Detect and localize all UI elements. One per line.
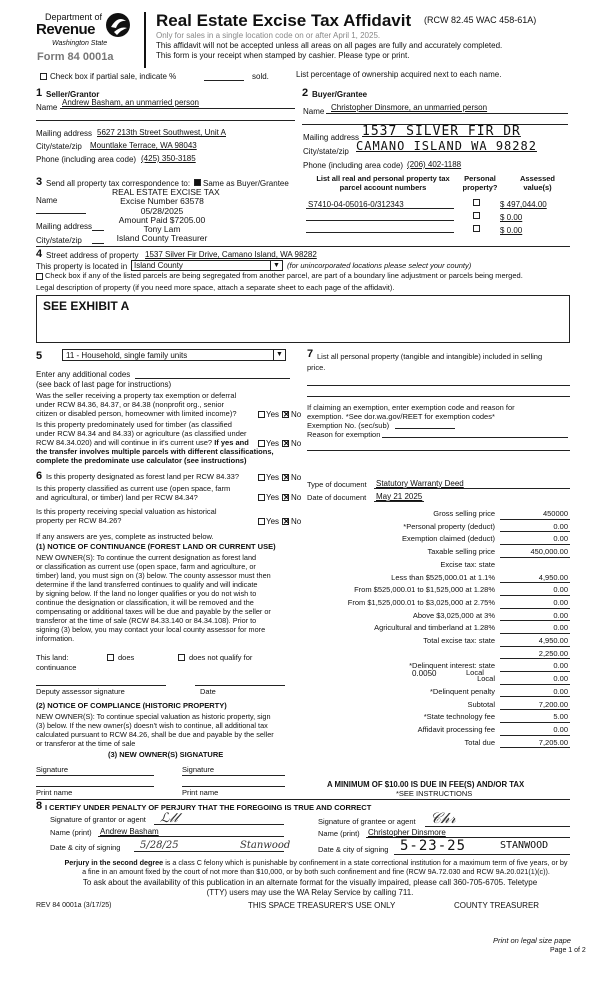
seller-name-label: Name — [36, 103, 58, 112]
buyer-city-label: City/state/zip — [303, 147, 349, 156]
assessed-value-3[interactable]: $ 0.00 — [500, 226, 523, 235]
local-rate: 0.0050 — [412, 669, 437, 678]
new-owner-print-label-2: Print name — [182, 788, 219, 797]
calc-row-value[interactable]: 0.00 — [500, 599, 570, 609]
doc-type-line — [374, 488, 570, 489]
print-legal-note: Print on legal size pape — [493, 936, 571, 945]
calc-row — [300, 523, 570, 535]
buyer-mail-field[interactable]: 1537 SILVER FIR DR — [362, 124, 521, 139]
chevron-down-icon: ▼ — [270, 261, 282, 270]
street-field[interactable]: 1537 Silver Fir Drive, Camano Island, WA 98282 — [145, 250, 317, 259]
buyer-mail-label: Mailing address — [303, 133, 360, 142]
seller-section-number: 1 — [36, 87, 43, 99]
n1-l1: NEW OWNER(S): To continue the current designation as forest land — [36, 553, 257, 562]
doc-type-field[interactable]: Statutory Warranty Deed — [376, 479, 464, 488]
calc-row-value[interactable]: 0.00 — [500, 688, 570, 698]
calc-row-value[interactable]: 0.00 — [500, 624, 570, 634]
calc-row-label: Agricultural and timberland at 1.28% — [374, 623, 495, 633]
alt-format-l2: (TTY) users may use the WA Relay Service by calling 711. — [206, 887, 414, 897]
s5-q2b-l2: the transfer involves multiple parcels with different classifications, — [36, 447, 274, 456]
calc-row-value[interactable]: 2,250.00 — [500, 650, 570, 660]
seller-mail-label: Mailing address — [36, 129, 93, 138]
reason-line-2 — [307, 450, 570, 451]
calc-row-label: *Personal property (deduct) — [403, 521, 495, 531]
s6-q1: Is this property designated as forest land per RCW 84.33? — [46, 472, 240, 481]
calc-row — [300, 688, 570, 700]
calc-row — [300, 586, 570, 598]
partial-sale-checkbox[interactable] — [40, 73, 47, 80]
buyer-name-field[interactable]: Christopher Dinsmore, an unmarried person — [331, 103, 488, 112]
partial-sale-percent-field[interactable] — [204, 80, 244, 81]
s6-q3-yes-checkbox[interactable] — [258, 518, 265, 525]
assessed-value-head-text: Assessed value(s) — [519, 174, 556, 192]
s5-q2-l3 — [36, 438, 274, 447]
alt-format-text — [20, 878, 600, 897]
parcel-line-3 — [306, 232, 454, 233]
form-rcw: (RCW 82.45 WAC 458-61A) — [424, 15, 537, 25]
exempt-no-line — [395, 428, 455, 429]
see-instructions-note: *SEE INSTRUCTIONS — [396, 789, 473, 798]
treasurer-stamp — [112, 187, 220, 244]
section7-text-2: price. — [307, 363, 326, 372]
perjury-l1 — [32, 858, 600, 867]
new-owner-sig-label-2: Signature — [182, 765, 215, 774]
if-yes-note: If any answers are yes, complete as instructed below. — [36, 532, 214, 541]
section6-number: 6 — [36, 470, 43, 482]
agency-line1: Department of — [45, 12, 103, 22]
grantee-date-field[interactable]: 5-23-25 — [400, 838, 467, 854]
agency-state: Washington State — [52, 40, 108, 47]
calc-row-value[interactable]: 0.00 — [500, 612, 570, 622]
s5-q1-no: No — [291, 410, 302, 419]
s6-q1-no-checkbox[interactable]: ✕ — [283, 473, 290, 482]
form-title: Real Estate Excise Tax Affidavit — [156, 11, 412, 30]
perjury-l1-rest: is a class C felony which is punishable by confinement in a state correctional institution for a maximum term of five years, or by — [165, 858, 568, 867]
calc-row-value[interactable]: 0.00 — [500, 662, 570, 672]
calc-row — [300, 599, 570, 611]
seller-name-field[interactable]: Andrew Basham, an unmarried person — [62, 98, 199, 107]
parcel-number-field[interactable]: S7410-04-05016-0/312343 — [308, 200, 404, 209]
exempt-no-label: Exemption No. (sec/sub) — [307, 421, 390, 430]
local-label: Local — [466, 668, 484, 677]
parcel-table-head — [308, 175, 458, 192]
calc-row-value[interactable]: 5.00 — [500, 713, 570, 723]
grantor-name-line — [98, 836, 284, 837]
grantor-name-field[interactable]: Andrew Basham — [100, 827, 159, 836]
partial-sale-label: Check box if partial sale, indicate % — [50, 72, 177, 81]
calc-row-value[interactable]: 0.00 — [500, 726, 570, 736]
s5-q2 — [36, 420, 274, 465]
s7-line-1 — [307, 385, 570, 386]
segregate-label: Check box if any of the listed parcels are being segregated from another parcel, are part of a boundary line adjustment or parcels being merged. — [45, 271, 523, 280]
calc-row-label: Subtotal — [467, 699, 495, 709]
calc-row-label: Gross selling price — [433, 509, 495, 518]
grantor-city-field[interactable]: Stanwood — [240, 840, 291, 851]
stamp-line-2: Excise Number 63578 — [120, 196, 204, 207]
s7-line-2 — [307, 396, 570, 397]
calc-row-value[interactable]: 0.00 — [500, 586, 570, 596]
new-owner-print-line-2 — [182, 786, 285, 787]
seller-city-field[interactable]: Mountlake Terrace, WA 98043 — [90, 141, 197, 150]
deputy-sig-label: Deputy assessor signature — [36, 687, 125, 696]
calc-row-label: *Delinquent penalty — [429, 686, 495, 696]
form-subtitle-2: This affidavit will not be accepted unless all areas on all pages are fully and accurately completed. — [156, 41, 503, 50]
calc-row — [300, 624, 570, 636]
reason-label: Reason for exemption — [307, 430, 381, 439]
does-not-checkbox[interactable] — [178, 654, 185, 661]
exemption-l1: If claiming an exemption, enter exemption code and reason for — [307, 403, 515, 412]
buyer-section-number: 2 — [302, 87, 309, 99]
s6-q2-l2: and agricultural, or timber) land per RCW 84.34? — [36, 493, 198, 502]
calc-row-label: Above $3,025,000 at 3% — [412, 610, 495, 620]
doc-type-label: Type of document — [307, 480, 367, 489]
agency-name: Revenue — [36, 21, 96, 38]
does-checkbox[interactable] — [107, 654, 114, 661]
new-owner-sig-line-1 — [36, 775, 154, 776]
section3-mail-label: Mailing address — [36, 222, 93, 231]
seller-section-title: Seller/Grantor — [46, 90, 100, 99]
same-as-buyer-checkbox[interactable] — [194, 179, 201, 186]
notice1-title: (1) NOTICE OF CONTINUANCE (FOREST LAND OR CURRENT USE) — [36, 542, 276, 551]
form-subtitle-1: Only for sales in a single location code on or after April 1, 2025. — [156, 31, 381, 40]
same-as-buyer-label: Same as Buyer/Grantee — [203, 179, 289, 188]
s6-q1-yes: Yes — [266, 473, 280, 482]
notice3-title: (3) NEW OWNER(S) SIGNATURE — [108, 750, 224, 759]
s6-q1-no: No — [291, 473, 302, 482]
s6-q1-yes-checkbox[interactable] — [258, 474, 265, 481]
n1-l8: transferor at the time of sale (RCW 84.33.140 or 84.34.108). Prior to — [36, 616, 257, 625]
s6-q2-yes-checkbox[interactable] — [258, 494, 265, 501]
personal-property-checkbox-2[interactable] — [473, 212, 480, 219]
use-code-value: 11 - Household, single family units — [66, 351, 188, 360]
s5-q1-yes: Yes — [266, 410, 280, 419]
section4-top-rule — [36, 246, 570, 247]
s5-q1-yes-checkbox[interactable] — [258, 411, 265, 418]
alt-format-l1: To ask about the availability of this publication in an alternate format for the visually impaired, please call 360-705-6705. Teletype — [82, 878, 538, 887]
section4-number: 4 — [36, 248, 43, 260]
section3-number: 3 — [36, 176, 43, 188]
form-subtitle-3 — [156, 51, 409, 60]
dor-logo-icon — [105, 12, 131, 38]
parcel-line-2 — [306, 220, 454, 221]
does-label: does — [118, 653, 135, 662]
seller-city-label: City/state/zip — [36, 142, 82, 151]
calc-row-label: Local — [477, 674, 495, 684]
calc-row-label: *Delinquent interest: state — [409, 661, 495, 671]
notice2-title: (2) NOTICE OF COMPLIANCE (HISTORIC PROPERTY) — [36, 701, 227, 710]
calc-row-label: From $525,000.01 to $1,525,000 at 1.28% — [354, 585, 495, 595]
buyer-section-title: Buyer/Grantee — [312, 90, 368, 99]
s6-q3-yes: Yes — [266, 517, 280, 526]
use-code-select[interactable] — [62, 349, 286, 361]
s5-q1-l2: under RCW 84.36, 84.37, or 84.38 (nonprofit org., senior — [36, 400, 225, 409]
section3-line-b — [92, 230, 104, 231]
stamp-line-1: REAL ESTATE EXCISE TAX — [112, 187, 220, 197]
s6-q2-no-checkbox[interactable]: ✕ — [283, 493, 290, 502]
seller-phone-label: Phone (including area code) — [36, 155, 137, 164]
buyer-city-field[interactable]: CAMANO ISLAND WA 98282 — [356, 139, 537, 153]
n1-l2: or classification as current use (open space, farm and agriculture, or — [36, 562, 256, 571]
assessed-value-2[interactable]: $ 0.00 — [500, 213, 523, 222]
grantor-name-label: Name (print) — [50, 828, 92, 837]
s5-q2-l3-text: RCW 84.34.020) and will continue in it's current use? — [36, 438, 213, 447]
calc-row — [300, 574, 570, 586]
n2-l3: calculated pursuant to RCW 84.26, shall be due and payable by the seller — [36, 730, 274, 739]
county-select[interactable] — [131, 260, 283, 271]
calc-row — [300, 713, 570, 725]
calc-row-label: Total due — [464, 737, 495, 747]
s6-q2 — [36, 484, 230, 502]
section3-city-label: City/state/zip — [36, 236, 82, 245]
s5-q2-l2: under RCW 84.34 and 84.33) or agriculture (as classified under — [36, 429, 247, 438]
legal-label: Legal description of property (if you need more space, attach a separate sheet to each page of the affidavit). — [36, 283, 395, 292]
s6-q2-l1: Is this property classified as current use (open space, farm — [36, 484, 231, 493]
calc-row-label: Exemption claimed (deduct) — [402, 534, 495, 544]
grantee-name-field[interactable]: Christopher Dinsmore — [368, 828, 446, 837]
calc-row-value[interactable]: 450,000.00 — [500, 548, 570, 558]
county-note: (for unincorporated locations please select your county) — [287, 261, 472, 270]
perjury-l2: a fine in an amount fixed by the court of not more than $10,000, or by both such confinement and fine (RCW 9A.72.030 and RCW 9A.20.021(1)(c)). — [82, 867, 550, 876]
located-label: This property is located in — [36, 262, 128, 271]
continuance-label: continuance — [36, 663, 77, 672]
s6-q3-l2: property per RCW 84.26? — [36, 516, 122, 525]
new-owner-sig-label-1: Signature — [36, 765, 69, 774]
personal-property-checkbox-1[interactable] — [473, 199, 480, 206]
treasurer-use-label: THIS SPACE TREASURER'S USE ONLY — [248, 901, 396, 910]
section8-top-rule — [36, 799, 570, 800]
s5-q1 — [36, 391, 237, 418]
buyer-name-label: Name — [303, 107, 325, 116]
grantee-date-line — [394, 854, 570, 855]
seller-phone-field[interactable]: (425) 350-3185 — [141, 154, 196, 163]
this-land-label: This land: — [36, 653, 69, 662]
section5-number: 5 — [36, 350, 43, 362]
calc-row-value[interactable]: 7,205.00 — [500, 739, 570, 749]
chevron-down-icon: ▼ — [273, 350, 285, 360]
s5-q2-yes: Yes — [266, 439, 280, 448]
new-owner-sig-line-2 — [182, 775, 285, 776]
calc-row — [300, 637, 570, 649]
notice1-text — [36, 553, 271, 643]
rev-number: REV 84 0001a (3/17/25) — [36, 902, 112, 909]
deputy-sig-line — [36, 685, 166, 686]
n2-l2: (3) below. If the new owner(s) doesn't wish to continue, all additional tax — [36, 721, 268, 730]
calc-row-label: Affidavit processing fee — [417, 724, 495, 734]
s5-q2-yes-checkbox[interactable] — [258, 440, 265, 447]
calc-row-value[interactable]: 0.00 — [500, 535, 570, 545]
doc-date-field[interactable]: May 21 2025 — [376, 492, 423, 501]
grantee-date-label: Date & city of signing — [318, 845, 389, 854]
calc-row-value[interactable]: 0.00 — [500, 523, 570, 533]
grantor-date-label: Date & city of signing — [50, 843, 121, 852]
grantee-name-line — [366, 837, 570, 838]
form-subtitle-3-text: This form is your receipt when stamped by cashier. Please type or print. — [156, 51, 410, 60]
n1-l7: compensating or additional taxes will be due and payable by the seller or — [36, 607, 271, 616]
s5-q1-l1: Was the seller receiving a property tax exemption or deferral — [36, 391, 237, 400]
county-select-value: Island County — [134, 261, 183, 270]
section7-number: 7 — [307, 348, 314, 360]
n2-l4: or transferor at the time of sale — [36, 739, 136, 748]
section3-line-a — [36, 213, 86, 214]
s7-text-l1: List all personal property (tangible and intangible) included in selling — [317, 352, 543, 361]
calc-row-label: *State technology fee — [423, 712, 495, 722]
exemption-text — [307, 403, 515, 439]
n1-l4: determine if the land transferred continues to qualify and will indicate — [36, 580, 258, 589]
s6-q2-yes: Yes — [266, 493, 280, 502]
calc-row — [300, 510, 570, 522]
section8-number: 8 — [36, 800, 43, 812]
doc-date-line — [374, 501, 424, 502]
buyer-name-line — [326, 113, 568, 114]
personal-property-checkbox-3[interactable] — [473, 225, 480, 232]
deputy-date-label: Date — [200, 687, 216, 696]
seller-name-line — [60, 108, 295, 109]
s5-q2b-l3: complete the predominate use calculator (see instructions) — [36, 456, 247, 465]
calc-row-label: Less than $525,000.01 at 1.1% — [391, 572, 495, 582]
grantor-sig-label: Signature of grantor or agent — [50, 815, 146, 824]
grantee-signature[interactable]: 𝒞𝒽𝓇 — [430, 809, 456, 827]
grantee-name-label: Name (print) — [318, 829, 360, 838]
section8-title: I CERTIFY UNDER PENALTY OF PERJURY THAT THE FOREGOING IS TRUE AND CORRECT — [45, 803, 372, 812]
calc-row-label: Excise tax: state — [440, 559, 495, 569]
n1-l6: continue the designation or classification, it will be removed and the — [36, 598, 254, 607]
page-number: Page 1 of 2 — [550, 947, 586, 954]
s6-q2-no: No — [291, 493, 302, 502]
county-treasurer-label: COUNTY TREASURER — [454, 901, 540, 910]
deputy-date-line — [195, 685, 285, 686]
n1-l3: timber) land, you must sign on (3) below. The county assessor must then — [36, 571, 271, 580]
reason-line — [382, 437, 568, 438]
assessed-value-head — [505, 175, 570, 192]
s5-q2b-l1: If yes and — [214, 438, 249, 447]
calc-row-label: From $1,525,000.01 to $3,025,000 at 2.75% — [347, 597, 495, 607]
calc-row — [300, 612, 570, 624]
s5-q1-no-checkbox[interactable]: ✕ — [283, 410, 290, 419]
form-number: Form 84 0001a — [37, 51, 114, 63]
calc-row — [300, 726, 570, 738]
minimum-due-note: A MINIMUM OF $10.00 IS DUE IN FEE(S) AND/OR TAX — [327, 780, 525, 789]
seller-mail-field[interactable]: 5627 213th Street Southwest, Unit A — [97, 128, 226, 137]
calc-row-value[interactable]: 4,950.00 — [500, 637, 570, 647]
personal-property-head — [460, 175, 500, 192]
notice2-text — [36, 712, 274, 748]
stamp-line-4: Amount Paid $7205.00 — [118, 214, 206, 225]
grantee-city-field[interactable]: STANWOOD — [500, 840, 549, 851]
new-owner-print-label-1: Print name — [36, 788, 73, 797]
s5-q2-no: No — [291, 439, 302, 448]
grantor-date-line — [134, 851, 284, 852]
s6-q3-no-checkbox[interactable]: ✕ — [283, 517, 290, 526]
n1-l10: information. — [36, 634, 75, 643]
perjury-text — [32, 858, 600, 876]
calc-row-value[interactable]: 0.00 — [500, 675, 570, 685]
calc-row — [300, 561, 570, 573]
doc-date-label: Date of document — [307, 493, 367, 502]
calc-row-value[interactable]: 4,950.00 — [500, 574, 570, 584]
calc-row — [300, 535, 570, 547]
section7-text — [317, 351, 542, 363]
calc-row — [300, 650, 570, 662]
header-divider — [144, 12, 146, 68]
partial-sale-sold: sold. — [252, 72, 269, 81]
s6-q3 — [36, 507, 217, 525]
stamp-line-6: Island County Treasurer — [116, 233, 208, 244]
calc-row-label: Taxable selling price — [427, 547, 495, 557]
s5-q1-l3: citizen or disabled person, homeowner with limited income)? — [36, 409, 237, 418]
additional-codes-label: Enter any additional codes — [36, 370, 131, 379]
section3-text: Send all property tax correspondence to: — [46, 179, 191, 188]
stamp-line-5: Tony Lam — [143, 224, 181, 235]
section3-name-label: Name — [36, 196, 58, 205]
parcel-table-head-text: List all real and personal property tax parcel account numbers — [316, 174, 450, 192]
perjury-bold: Perjury in the second degree — [64, 858, 164, 867]
seller-blank-line — [36, 120, 295, 121]
n1-l9: signing (3) below, you may contact your local county assessor for more — [36, 625, 266, 634]
buyer-phone-field[interactable]: (206) 402-1188 — [407, 160, 462, 169]
new-owner-print-line-1 — [36, 786, 154, 787]
buyer-phone-label: Phone (including area code) — [303, 161, 404, 170]
s5-q2-no-checkbox[interactable]: ✕ — [283, 439, 290, 448]
s6-q3-l1: Is this property receiving special valuation as historical — [36, 507, 217, 516]
calc-row — [300, 701, 570, 713]
exemption-l2: exemption. *See dor.wa.gov/REET for exemption codes* — [307, 412, 495, 421]
calc-row-value[interactable]: 450000 — [500, 510, 570, 520]
does-not-label: does not qualify for — [189, 653, 253, 662]
additional-codes-line — [135, 378, 290, 379]
legal-description-text: SEE EXHIBIT A — [43, 299, 130, 313]
n1-l5: by signing below. If the land no longer qualifies or you do not wish to — [36, 589, 257, 598]
segregate-checkbox[interactable] — [36, 273, 43, 280]
grantor-date-field[interactable]: 5/28/25 — [140, 840, 179, 851]
section3-line-c — [92, 243, 104, 244]
s5-q2-l1: Is this property predominately used for timber (as classified — [36, 420, 232, 429]
personal-property-head-text: Personal property? — [462, 174, 498, 192]
s6-q3-no: No — [291, 517, 302, 526]
grantor-signature[interactable]: ℒ𝓁𝓁 — [160, 811, 178, 826]
calc-row — [300, 548, 570, 560]
calc-row-value[interactable]: 7,200.00 — [500, 701, 570, 711]
ownership-percent-note: List percentage of ownership acquired next to each name. — [296, 70, 502, 79]
calc-row-label: Total excise tax: state — [423, 636, 495, 645]
see-back-label: (see back of last page for instructions) — [36, 380, 172, 389]
stamp-line-3: 05/28/2025 — [140, 205, 184, 216]
calc-row — [300, 739, 570, 751]
assessed-value-1[interactable]: $ 497,044.00 — [500, 200, 547, 209]
street-label: Street address of property — [46, 251, 139, 260]
grantee-sig-label: Signature of grantee or agent — [318, 817, 416, 826]
n2-l1: NEW OWNER(S): To continue special valuation as historic property, sign — [36, 712, 271, 721]
parcel-line-1 — [306, 208, 454, 209]
